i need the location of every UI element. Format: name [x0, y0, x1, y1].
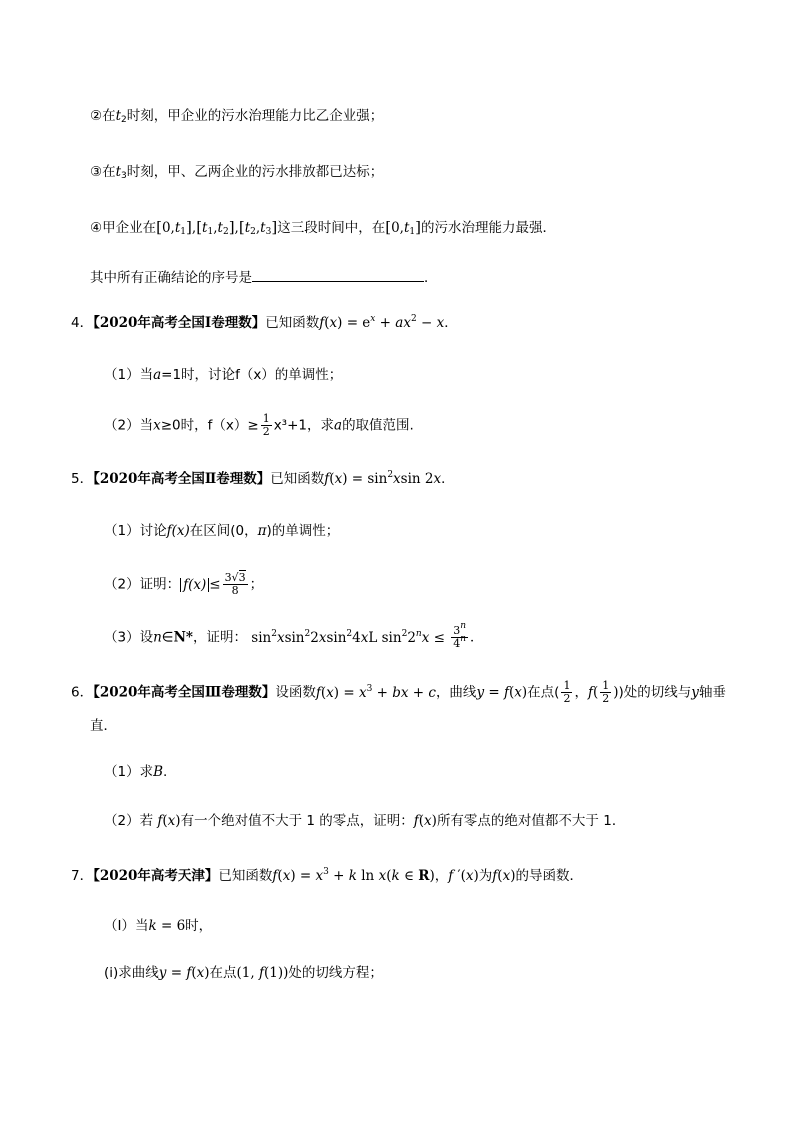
q5-formula-d: ) = sin	[342, 471, 388, 487]
q5-formula-h: x	[433, 471, 442, 487]
q6-p2-b: 有一个绝对值不大于 1 的零点，证明：	[180, 813, 414, 829]
q5-p2-end: ；	[249, 576, 264, 593]
q4-p2-b: x	[153, 417, 161, 434]
q4-p1-c: =1时，讨论	[161, 367, 236, 383]
q6-curve: y = f(x)	[476, 684, 528, 701]
q7-p2-point: (1, f(1))	[236, 965, 289, 981]
q7-p1-k: k = 6	[148, 918, 186, 934]
q5-p1-d: 在区间(0，	[189, 523, 258, 539]
q5-part-3	[104, 621, 484, 650]
q4-p2-a: 当	[139, 417, 154, 434]
q6-frac-2: $\frac{1}{2}$	[602, 679, 610, 705]
q4-formula-d: ) = e	[337, 315, 371, 331]
q6-y: y	[691, 684, 699, 701]
q6-part-1	[104, 763, 167, 781]
q4-p1-b: a	[153, 367, 162, 383]
q7-formula: $f(x) = x^3 + k$ ln x(k ∈ R)	[272, 867, 435, 884]
q6-p2-a: 若	[139, 813, 154, 829]
q7-p2-a: 求曲线	[118, 965, 159, 981]
answer-prompt-text: 其中所有正确结论的序号是	[90, 270, 252, 286]
q5-formula: f	[324, 471, 330, 487]
q7-p2-label: (i)	[104, 965, 119, 981]
q5-formula-e: 2	[387, 470, 394, 480]
q7-text: 已知函数	[218, 868, 273, 884]
q5-p2-abs-b: ≤	[209, 576, 221, 593]
q5-p3-a: 设	[139, 629, 154, 646]
q7-p1-label: （Ⅰ）	[104, 918, 135, 934]
q5-part-2	[104, 572, 263, 597]
q5-formula-b: (	[329, 471, 335, 487]
q5-p1-label: （1）	[104, 523, 140, 539]
q6-mid: ，曲线	[435, 684, 477, 701]
q5-source: 【2020年高考全国Ⅱ卷理数】	[93, 471, 271, 487]
q5-p3-frac: $\frac{3^n}{4^n}$	[453, 621, 467, 650]
q7-source: 【2020年高考天津】	[93, 868, 219, 884]
q6-source: 【2020年高考全国Ⅲ卷理数】	[93, 684, 276, 701]
c3-t: t	[115, 164, 122, 180]
answer-prompt-end: ．	[424, 270, 438, 286]
q4-formula-j: x	[436, 315, 445, 331]
question-5	[71, 470, 455, 488]
q5-number: 5．	[71, 471, 94, 487]
q4-end: ．	[444, 315, 458, 331]
c3-prefix: ③在	[90, 164, 116, 180]
q4-p1-a: 当	[139, 367, 154, 383]
q5-text: 已知函数	[270, 471, 325, 487]
q6-p1-b: B	[153, 764, 164, 780]
q7-mid: ，	[434, 868, 449, 884]
q4-formula-b: (	[324, 315, 330, 331]
q4-formula-f: +	[375, 315, 396, 331]
q6-text: 设函数	[275, 684, 316, 701]
q6-end: 轴垂	[698, 684, 726, 701]
q7-p1-a: 当	[134, 918, 149, 934]
q4-p2-frac: $\frac{1}{2}$	[262, 412, 270, 438]
q7-mid2: 为	[478, 868, 493, 884]
q6-cont: 直．	[90, 718, 117, 734]
q7-p2-b: 在点	[209, 965, 237, 981]
c3-suffix: 时刻，甲、乙两企业的污水排放都已达标；	[126, 164, 384, 180]
condition-3	[90, 163, 383, 181]
q5-end: ．	[441, 471, 455, 487]
q4-p2-d: f（x）≥	[207, 417, 259, 434]
q6-p1-label: （1）	[104, 764, 140, 780]
q4-p2-f: a	[334, 417, 343, 434]
c4-suffix: 的污水治理能力最强．	[420, 220, 556, 236]
q5-formula-c: x	[334, 471, 343, 487]
q4-p2-label: （2）	[104, 417, 140, 434]
condition-4	[90, 218, 556, 237]
q4-p2-c: ≥0时，	[160, 417, 208, 434]
q6-p2-fx: f(x)	[157, 813, 181, 829]
q5-p2-abs: f(x)	[180, 578, 209, 592]
q4-formula-c: x	[329, 315, 338, 331]
q4-formula-e: x	[370, 314, 376, 324]
q4-text: 已知函数	[265, 315, 320, 331]
question-6	[71, 680, 726, 705]
q4-p1-label: （1）	[104, 367, 140, 383]
q5-p2-frac: $\frac{3√3}{8}$	[224, 571, 246, 597]
answer-blank[interactable]	[252, 267, 424, 282]
q4-p1-d: f（x）的单调性；	[235, 367, 343, 383]
q6-part-2	[104, 812, 625, 830]
q6-mid3: )处的切线与	[618, 684, 692, 701]
q7-part-i	[104, 964, 383, 982]
q6-frac-1: $\frac{1}{2}$	[563, 679, 571, 705]
q6-p2-c: 所有零点的绝对值都不大于 1．	[436, 813, 626, 829]
q5-p1-e: π	[257, 523, 267, 539]
c4-intervals: $[0,t_1],[t_1,t_2],[t_2,t_3]$	[156, 218, 278, 237]
q4-source: 【2020年高考全国Ⅰ卷理数】	[93, 315, 266, 331]
q5-p3-b: n	[153, 629, 162, 646]
q7-p2-c: 处的切线方程；	[288, 965, 383, 981]
q7-fx: f(x)	[492, 868, 516, 884]
q4-number: 4．	[71, 315, 94, 331]
q6-p1-a: 求	[139, 764, 154, 780]
c2-prefix: ②在	[90, 108, 116, 124]
q7-end: 的导函数．	[515, 868, 583, 884]
q4-formula-i: −	[416, 315, 437, 331]
q4-formula: f	[319, 315, 325, 331]
c2-sub: 2	[121, 115, 127, 125]
q5-p3-e: ，证明：	[192, 629, 247, 646]
q5-p3-c: ∈	[161, 629, 174, 646]
q6-mid2: 在点(	[527, 684, 560, 701]
q6-p1-c: .	[163, 764, 168, 780]
q5-p1-b: f	[166, 523, 172, 539]
c4-prefix: ④甲企业在	[90, 220, 157, 236]
q5-p3-label: （3）	[104, 629, 140, 646]
q4-part-1	[104, 366, 342, 384]
q5-p1-a: 讨论	[139, 523, 167, 539]
q6-formula: $f(x) = x^3$ + bx + c	[315, 683, 436, 701]
c2-t: t	[115, 108, 122, 124]
q5-p1-c: (x)	[171, 523, 190, 539]
q6-frac-2-b: )	[613, 684, 619, 701]
q5-formula-g: sin 2	[400, 471, 434, 487]
c4-interval-best: $[0,t_1]$	[385, 218, 421, 237]
q6-number: 6．	[71, 684, 94, 701]
q7-p1-b: 时，	[185, 918, 213, 934]
q7-p2-curve: y = f(x)	[158, 965, 210, 981]
q5-p3-end: ．	[470, 629, 484, 646]
q5-p2-label: （2）	[104, 576, 140, 593]
q6-p2-fx2: f(x)	[413, 813, 437, 829]
q7-deriv: f ′(x)	[448, 868, 479, 884]
c4-mid: 这三段时间中，在	[277, 220, 386, 236]
q5-p3-formula: $\sin^2xsin^22xsin^24xL$ $\sin^22^nx$ ≤	[246, 628, 450, 646]
q4-p2-g: 的取值范围.	[342, 417, 414, 434]
q5-part-1	[104, 522, 339, 540]
q5-p2-a: 证明：	[139, 576, 181, 593]
question-7	[71, 867, 583, 885]
question-4	[71, 314, 458, 332]
q5-p1-f: )的单调性；	[266, 523, 340, 539]
q4-formula-h: 2	[410, 314, 417, 324]
answer-prompt	[90, 267, 438, 287]
c3-sub: 3	[121, 171, 127, 181]
q5-formula-f: x	[393, 471, 401, 487]
q4-formula-g: ax	[395, 315, 411, 331]
q7-part-1	[104, 917, 212, 935]
q7-number: 7．	[71, 868, 94, 884]
q6-p2-label: （2）	[104, 813, 140, 829]
q5-p3-d: N*	[173, 629, 193, 646]
c2-suffix: 时刻，甲企业的污水治理能力比乙企业强；	[126, 108, 384, 124]
condition-2	[90, 107, 383, 125]
q6-continuation	[90, 717, 117, 735]
q4-p2-e: x³+1，求	[273, 417, 334, 434]
q4-part-2	[104, 413, 414, 438]
q6-point: ，f(	[574, 684, 599, 701]
